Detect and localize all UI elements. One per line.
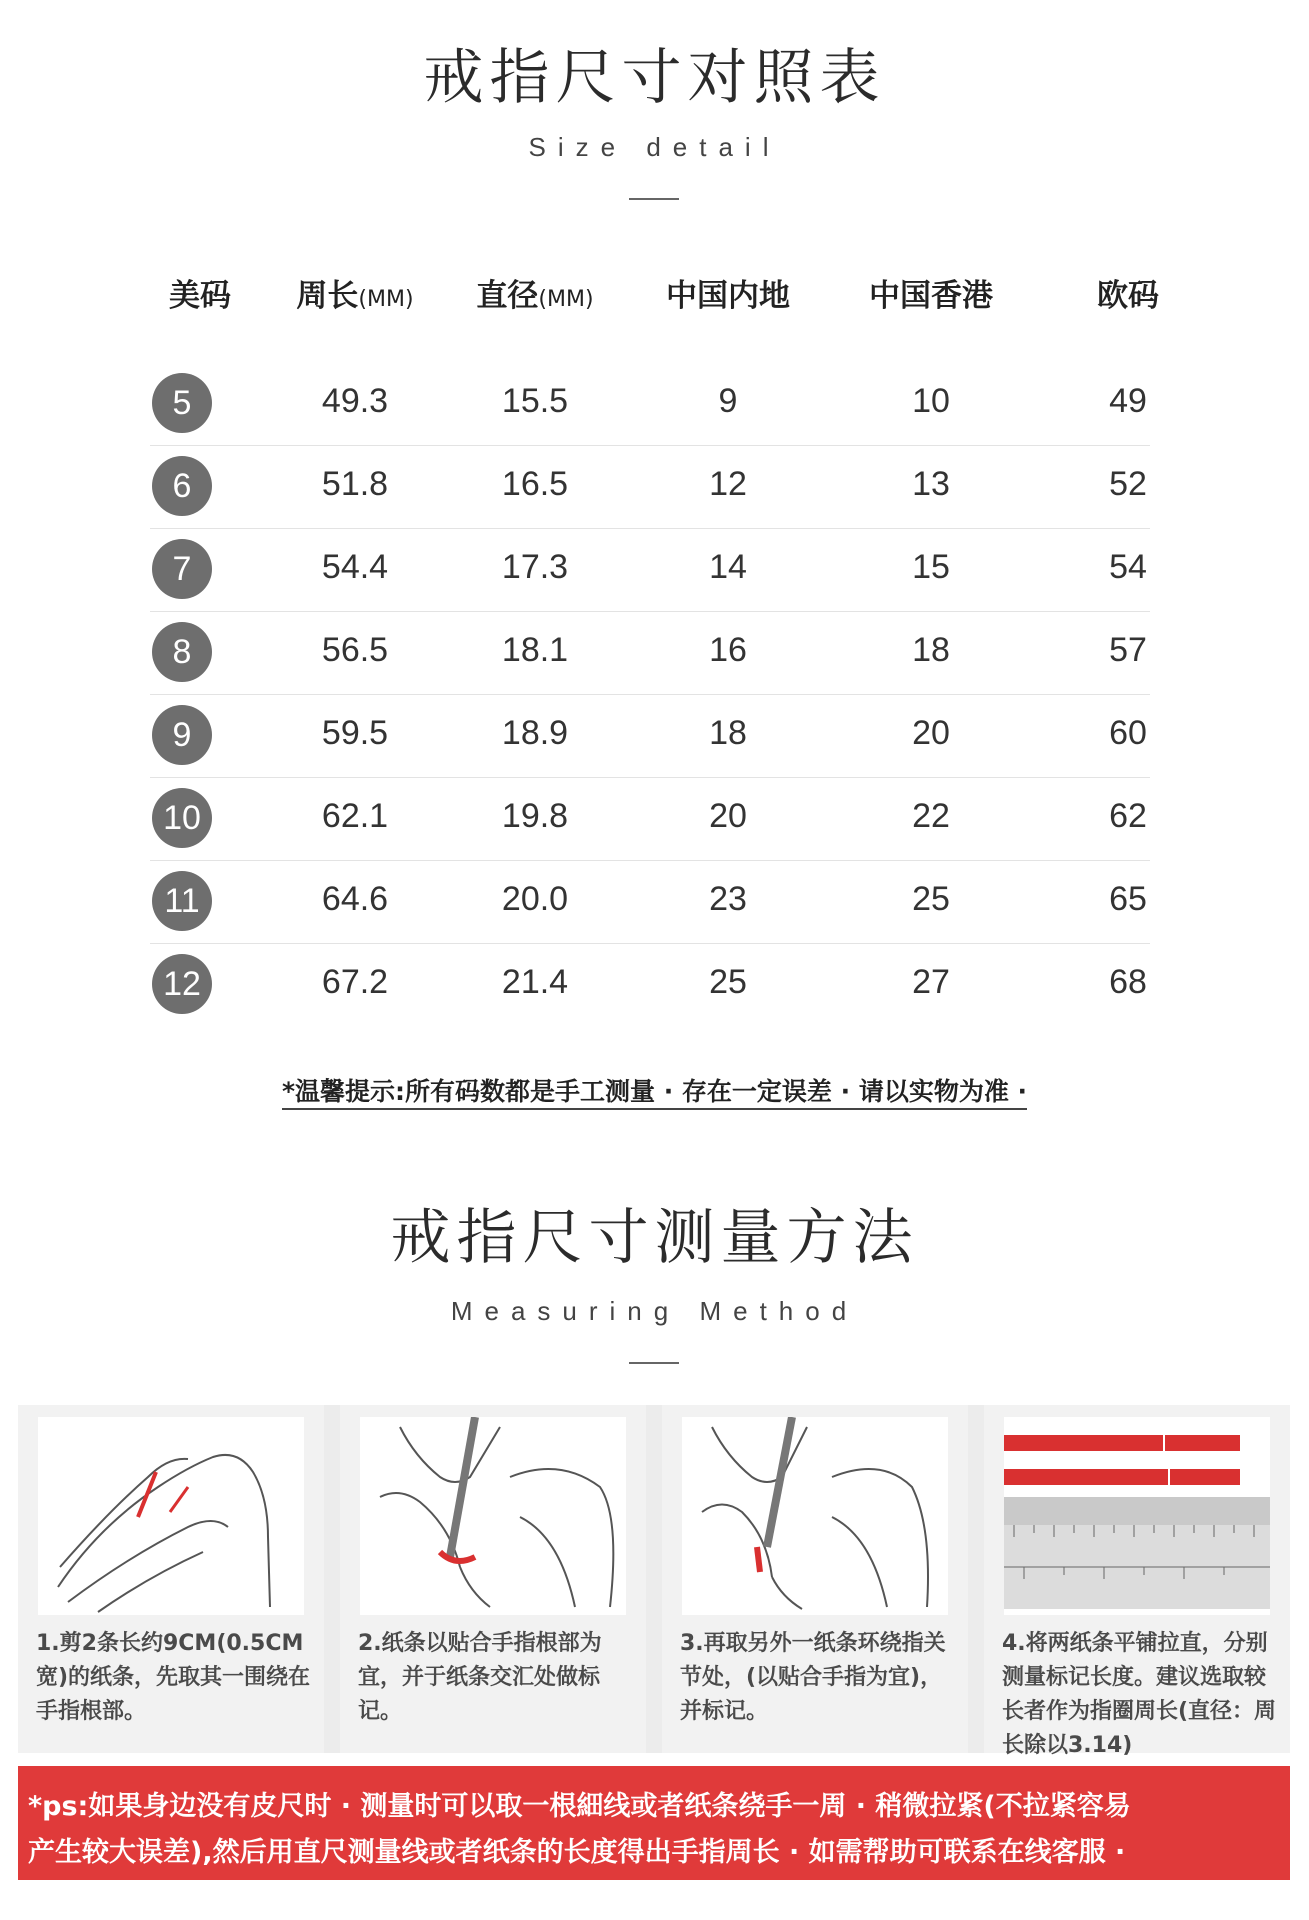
column-header — [476, 270, 593, 315]
table-header — [0, 270, 1309, 330]
table-cell: 16.5 — [501, 465, 569, 503]
column-header-unit: (MM) — [538, 287, 594, 312]
size-table-title: 戒指尺寸对照表 — [423, 43, 886, 113]
table-cell: 27 — [912, 963, 950, 1001]
title-divider — [629, 198, 679, 200]
ruler-strips-icon — [1004, 1417, 1270, 1615]
note-text: *温馨提示:所有码数都是手工测量 · 存在一定误差 · 请以实物为准 · — [282, 1077, 1027, 1110]
hand-paper-strip-icon — [38, 1417, 304, 1615]
table-cell: 9 — [718, 382, 738, 420]
step-3 — [662, 1405, 968, 1753]
hand-second-strip-icon — [682, 1417, 948, 1615]
table-cell: 23 — [709, 880, 747, 918]
column-header-label: 周长 — [296, 278, 359, 314]
table-cell: 10 — [912, 382, 950, 420]
table-cell: 54 — [1109, 548, 1147, 586]
table-row — [150, 528, 1150, 612]
ps-note-banner — [18, 1766, 1290, 1880]
measuring-steps — [18, 1405, 1290, 1758]
table-row — [150, 445, 1150, 529]
table-cell: 25 — [709, 963, 747, 1001]
table-cell: 54.4 — [321, 548, 389, 586]
method-divider — [629, 1362, 679, 1364]
table-cell: 17.3 — [501, 548, 569, 586]
table-cell: 18 — [912, 631, 950, 669]
table-cell: 60 — [1109, 714, 1147, 752]
table-cell: 25 — [912, 880, 950, 918]
us-size-badge: 12 — [152, 954, 212, 1014]
size-table-subtitle: Size detail — [528, 132, 781, 162]
table-cell: 62 — [1109, 797, 1147, 835]
hand-mark-pen-icon — [360, 1417, 626, 1615]
table-cell: 16 — [709, 631, 747, 669]
us-size-badge: 9 — [152, 705, 212, 765]
table-cell: 20.0 — [501, 880, 569, 918]
table-cell: 49.3 — [321, 382, 389, 420]
table-row — [150, 611, 1150, 695]
column-header-label: 直径 — [476, 278, 539, 314]
column-header — [869, 270, 993, 315]
ps-note-line-2: 产生较大误差),然后用直尺测量线或者纸条的长度得出手指周长 · 如需帮助可联系在线客服 · — [28, 1837, 1126, 1868]
table-cell: 65 — [1109, 880, 1147, 918]
step-2 — [340, 1405, 646, 1753]
column-header — [169, 270, 231, 315]
column-header — [1097, 270, 1159, 315]
table-cell: 18.9 — [501, 714, 569, 752]
table-cell: 20 — [709, 797, 747, 835]
table-cell: 22 — [912, 797, 950, 835]
table-row — [150, 694, 1150, 778]
step-3-caption: 3.再取另外一纸条环绕指关节处，(以贴合手指为宜)，并标记。 — [680, 1631, 946, 1724]
table-cell: 62.1 — [321, 797, 389, 835]
table-cell: 67.2 — [321, 963, 389, 1001]
table-cell: 59.5 — [321, 714, 389, 752]
table-cell: 64.6 — [321, 880, 389, 918]
table-cell: 51.8 — [321, 465, 389, 503]
column-header-label: 中国香港 — [869, 278, 993, 314]
table-row — [150, 362, 1150, 446]
column-header — [296, 270, 413, 315]
table-cell: 49 — [1109, 382, 1147, 420]
step-1-caption: 1.剪2条长约9CM(0.5CM宽)的纸条，先取其一围绕在手指根部。 — [36, 1631, 311, 1724]
column-header — [666, 270, 790, 315]
table-cell: 20 — [912, 714, 950, 752]
step-2-caption: 2.纸条以贴合手指根部为宜，并于纸条交汇处做标记。 — [358, 1631, 602, 1724]
us-size-badge: 11 — [152, 871, 212, 931]
column-header-unit: (MM) — [358, 287, 414, 312]
method-title: 戒指尺寸测量方法 — [390, 1203, 919, 1273]
step-4-caption: 4.将两纸条平铺拉直，分别测量标记长度。建议选取较长者作为指圈周长(直径：周长除以3.14) — [1002, 1631, 1277, 1758]
table-row — [150, 943, 1150, 1026]
us-size-badge: 6 — [152, 456, 212, 516]
us-size-badge: 5 — [152, 373, 212, 433]
column-header-label: 欧码 — [1097, 278, 1159, 314]
measurement-note — [0, 1072, 1309, 1108]
table-cell: 52 — [1109, 465, 1147, 503]
table-cell: 21.4 — [501, 963, 569, 1001]
table-cell: 15.5 — [501, 382, 569, 420]
table-cell: 18.1 — [501, 631, 569, 669]
column-header-label: 美码 — [169, 278, 231, 314]
method-subtitle: Measuring Method — [450, 1296, 859, 1326]
ps-note-line-1: *ps:如果身边没有皮尺时 · 测量时可以取一根細线或者纸条绕手一周 · 稍微拉紧(不拉紧容易 — [28, 1791, 1131, 1822]
table-cell: 13 — [912, 465, 950, 503]
us-size-badge: 8 — [152, 622, 212, 682]
step-1 — [18, 1405, 324, 1753]
table-cell: 18 — [709, 714, 747, 752]
table-cell: 14 — [709, 548, 747, 586]
step-4 — [984, 1405, 1290, 1758]
table-row — [150, 860, 1150, 944]
us-size-badge: 10 — [152, 788, 212, 848]
column-header-label: 中国内地 — [666, 278, 790, 314]
table-cell: 12 — [709, 465, 747, 503]
table-cell: 19.8 — [501, 797, 569, 835]
table-row — [150, 777, 1150, 861]
table-cell: 15 — [912, 548, 950, 586]
table-cell: 56.5 — [321, 631, 389, 669]
us-size-badge: 7 — [152, 539, 212, 599]
table-cell: 57 — [1109, 631, 1147, 669]
table-cell: 68 — [1109, 963, 1147, 1001]
